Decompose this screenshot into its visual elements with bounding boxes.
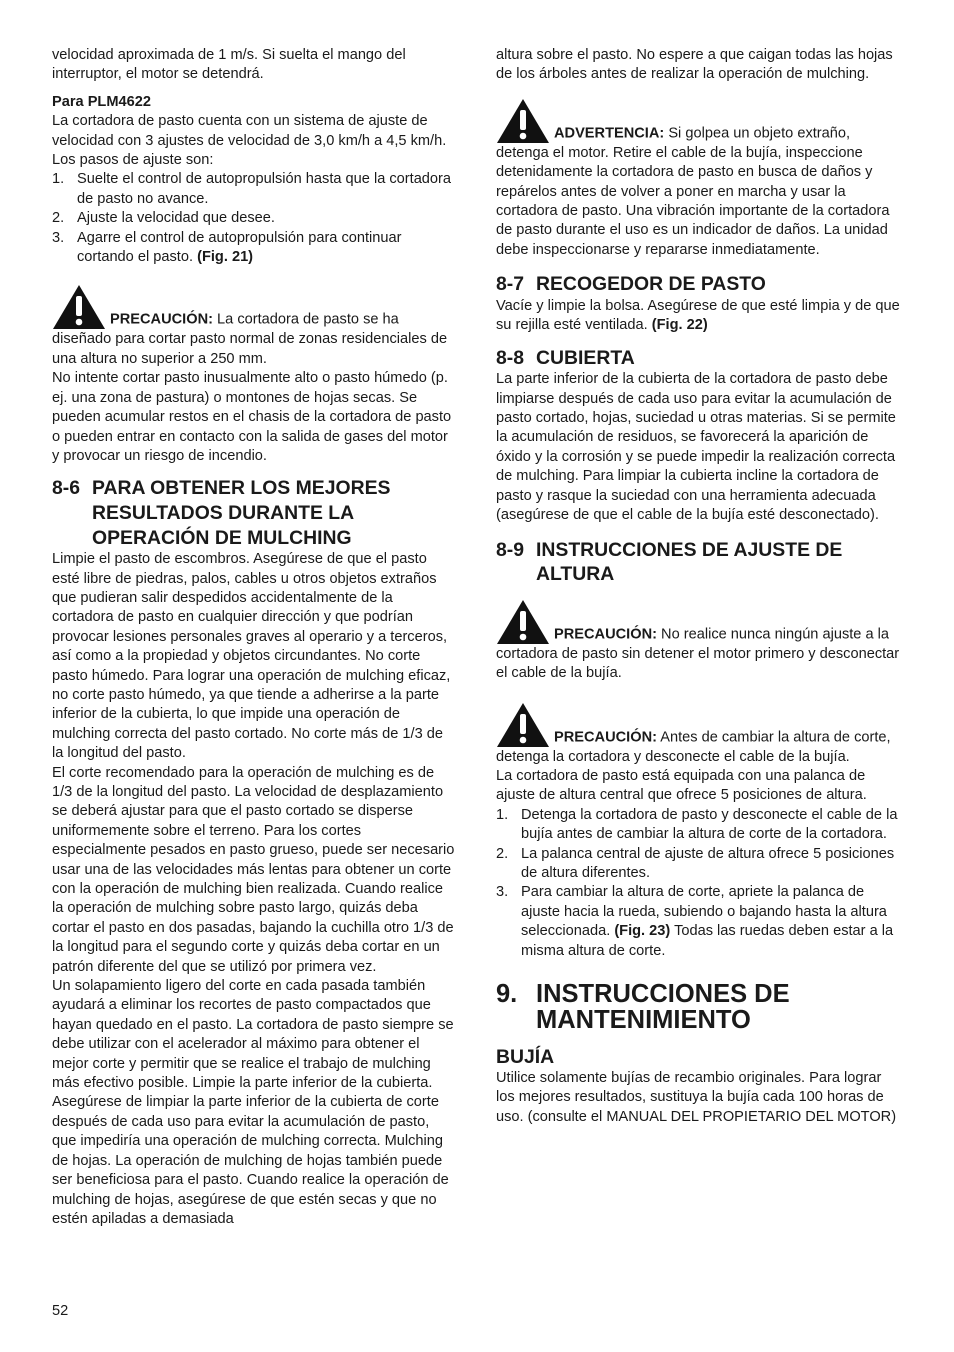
caution-text: Antes de cambiar la altura de corte, detenga la cortadora y desconecte el cable de la bujía. [496, 729, 891, 765]
caution-label: PRECAUCIÓN: [554, 626, 657, 643]
caution-text: No realice nunca ningún ajuste a la cortadora de pasto sin detener el motor primero y desconectar el cable de la bujía. [496, 626, 900, 682]
caution-text-continued: No intente cortar pasto inusualmente alto o pasto húmedo (p. ej. una zona de pastura) o montones de hojas secas. Se pueden acumular restos en el chasis de la cortadora de pasto o pueden entrar en contacto con la salida de gases del motor y provocar un riesgo de incendio. [52, 370, 452, 464]
list-item: 3. Agarre el control de autopropulsión para continuar cortando el pasto. (Fig. 21) [52, 229, 402, 266]
section-8-6-paragraph: Asegúrese de limpiar la parte inferior de la cubierta de corte después de cada uso para evitar la acumulación de pasto, que impediría una operación de mulching correcta. Mulching de hojas. La operación de mulching de hojas también puede ser beneficiosa para el pasto. Cuando realice la operación de mulching de hojas, asegúrese de que estén secas y que no estén apiladas a demasiada [52, 1094, 449, 1227]
caution-block [496, 599, 902, 684]
model-subheading: Para PLM4622 [52, 93, 151, 110]
list-item: 1. Detenga la cortadora de pasto y desconecte el cable de la bujía antes de cambiar la altura de corte de la cortadora. [496, 806, 898, 843]
caution-block [496, 702, 902, 767]
warning-triangle-icon [52, 284, 106, 330]
height-steps-list [496, 806, 902, 961]
section-8-6-paragraph: Limpie el pasto de escombros. Asegúrese de que el pasto esté libre de piedras, palos, cables u otros objetos extraños que pudieran salir despedidos accidentalmente de la cortadora de pasto en cualquier dirección y que podrían provocar lesiones personales graves al operario y a terceros, así como a la propiedad y objetos circundantes. No corte pasto húmedo. Para lograr una operación de mulching eficaz, no corte pasto húmedo, ya que tiende a adherirse a la parte inferior de la cubierta, lo que impide una operación de mulching correcta del pasto cortado. No corte más de 1/3 de la longitud del pasto. [52, 551, 451, 762]
caution-label: PRECAUCIÓN: [110, 312, 213, 329]
section-8-7-paragraph: Vacíe y limpie la bolsa. Asegúrese de que esté limpia y de que su rejilla esté ventilada. (Fig. 22) [496, 297, 900, 334]
caution-block [52, 284, 456, 466]
section-9-heading: 9. INSTRUCCIONES DE MANTENIMIENTO [496, 979, 790, 1034]
section-8-6-heading: 8-6 PARA OBTENER LOS MEJORES RESULTADOS DURANTE LA OPERACIÓN DE MULCHING [52, 477, 391, 549]
speed-paragraph: La cortadora de pasto cuenta con un sistema de ajuste de velocidad con 3 ajustes de velocidad de 3,0 km/h a 4,5 km/h. [52, 113, 447, 149]
warning-triangle-icon [496, 599, 550, 645]
list-item: 1. Suelte el control de autopropulsión hasta que la cortadora de pasto no avance. [52, 171, 452, 207]
section-8-7-heading: 8-7 RECOGEDOR DE PASTO [496, 273, 766, 296]
section-8-8-heading: 8-8 CUBIERTA [496, 346, 635, 369]
steps-intro: Los pasos de ajuste son: [52, 152, 214, 169]
section-8-6-paragraph: Un solapamiento ligero del corte en cada pasada también ayudará a eliminar los recortes de pasto compactados que hayan quedado en el pasto. La cortadora de pasto siempre se debe utilizar con el acelerador al máximo para obtener el mejor corte y permitir que se realice el trabajo de mulching más efectivo posible. Limpie la parte inferior de la cubierta. [52, 978, 454, 1092]
page-number: 52 [52, 1303, 69, 1319]
figure-reference: (Fig. 22) [651, 317, 708, 334]
warning-text: Si golpea un objeto extraño, detenga el motor. Retire el cable de la bujía, inspeccione detenidamente la cortadora de pasto en busca de daños y repárelos antes de volver a poner en marcha y usar la cortadora de pasto. Una vibración importante de la cortadora de pasto durante el uso es un indicador de daños. La unidad debe inspeccionarse y repararse inmediatamente. [496, 125, 890, 258]
height-lever-paragraph: La cortadora de pasto está equipada con una palanca de ajuste de altura central que ofrece 5 posiciones de altura. [496, 767, 867, 804]
speed-steps-list [52, 170, 456, 267]
caution-text: La cortadora de pasto se ha diseñado para cortar pasto normal de zonas residenciales de una altura no superior a 250 mm. [52, 312, 448, 367]
warning-triangle-icon [496, 702, 550, 748]
list-item: 3. Para cambiar la altura de corte, apriete la palanca de ajuste hacia la rueda, subiendo o bajando hasta la altura seleccionada. (Fig. 23) Todas las ruedas deben estar a la misma altura de corte. [496, 884, 894, 959]
figure-reference: (Fig. 23) [614, 923, 671, 940]
caution-label: PRECAUCIÓN: [554, 729, 657, 746]
warning-block [496, 98, 902, 260]
warning-triangle-icon [496, 98, 550, 144]
section-8-9-heading: 8-9 INSTRUCCIONES DE AJUSTE DE ALTURA [496, 538, 843, 586]
intro-paragraph: velocidad aproximada de 1 m/s. Si suelta el mango del interruptor, el motor se detendrá. [52, 47, 406, 83]
warning-label: ADVERTENCIA: [554, 125, 665, 142]
left-column [52, 46, 456, 1229]
list-item: 2. La palanca central de ajuste de altura ofrece 5 posiciones de altura diferentes. [496, 845, 895, 881]
figure-reference: (Fig. 21) [197, 249, 254, 266]
list-item: 2. Ajuste la velocidad que desee. [52, 210, 275, 227]
intro-paragraph: altura sobre el pasto. No espere a que caigan todas las hojas de los árboles antes de realizar la operación de mulching. [496, 47, 893, 83]
section-8-6-paragraph: El corte recomendado para la operación de mulching es de 1/3 de la longitud del pasto. La velocidad de desplazamiento se deberá ajustar para que el pasto cortado se disperse uniformemente sobre el terreno. Para los cortes especialmente pesados en pasto grueso, puede ser necesario usar una de las velocidades más lentas para obtener un corte con la operación de mulching bien realizada. Cuando realice la operación de mulching sobre pasto largo, quizás deba cortar el pasto en dos pasadas, bajando la cuchilla otro 1/3 de la longitud para el segundo corte y quizás deba cortar en un patrón diferente del que se utilizó por primera vez. [52, 764, 455, 975]
spark-plug-subheading: BUJÍA [496, 1045, 555, 1068]
right-column [496, 46, 902, 1127]
section-8-8-paragraph: La parte inferior de la cubierta de la cortadora de pasto debe limpiarse después de cada uso para evitar la acumulación de pasto cortado, hojas, suciedad u otras materias. Si se permite la acumulación de residuos, se favorecerá la aparición de óxido y la corrosión y se puede impedir la realización correcta de mulching. Para limpiar la cubierta incline la cortadora de pasto y rasque la suciedad con una herramienta adecuada (asegúrese de que el cable de la bujía esté desconectado). [496, 371, 896, 524]
spark-plug-paragraph: Utilice solamente bujías de recambio originales. Para lograr los mejores resultados, sustituya la bujía cada 100 horas de uso. (consulte el MANUAL DEL PROPIETARIO DEL MOTOR) [496, 1069, 897, 1125]
